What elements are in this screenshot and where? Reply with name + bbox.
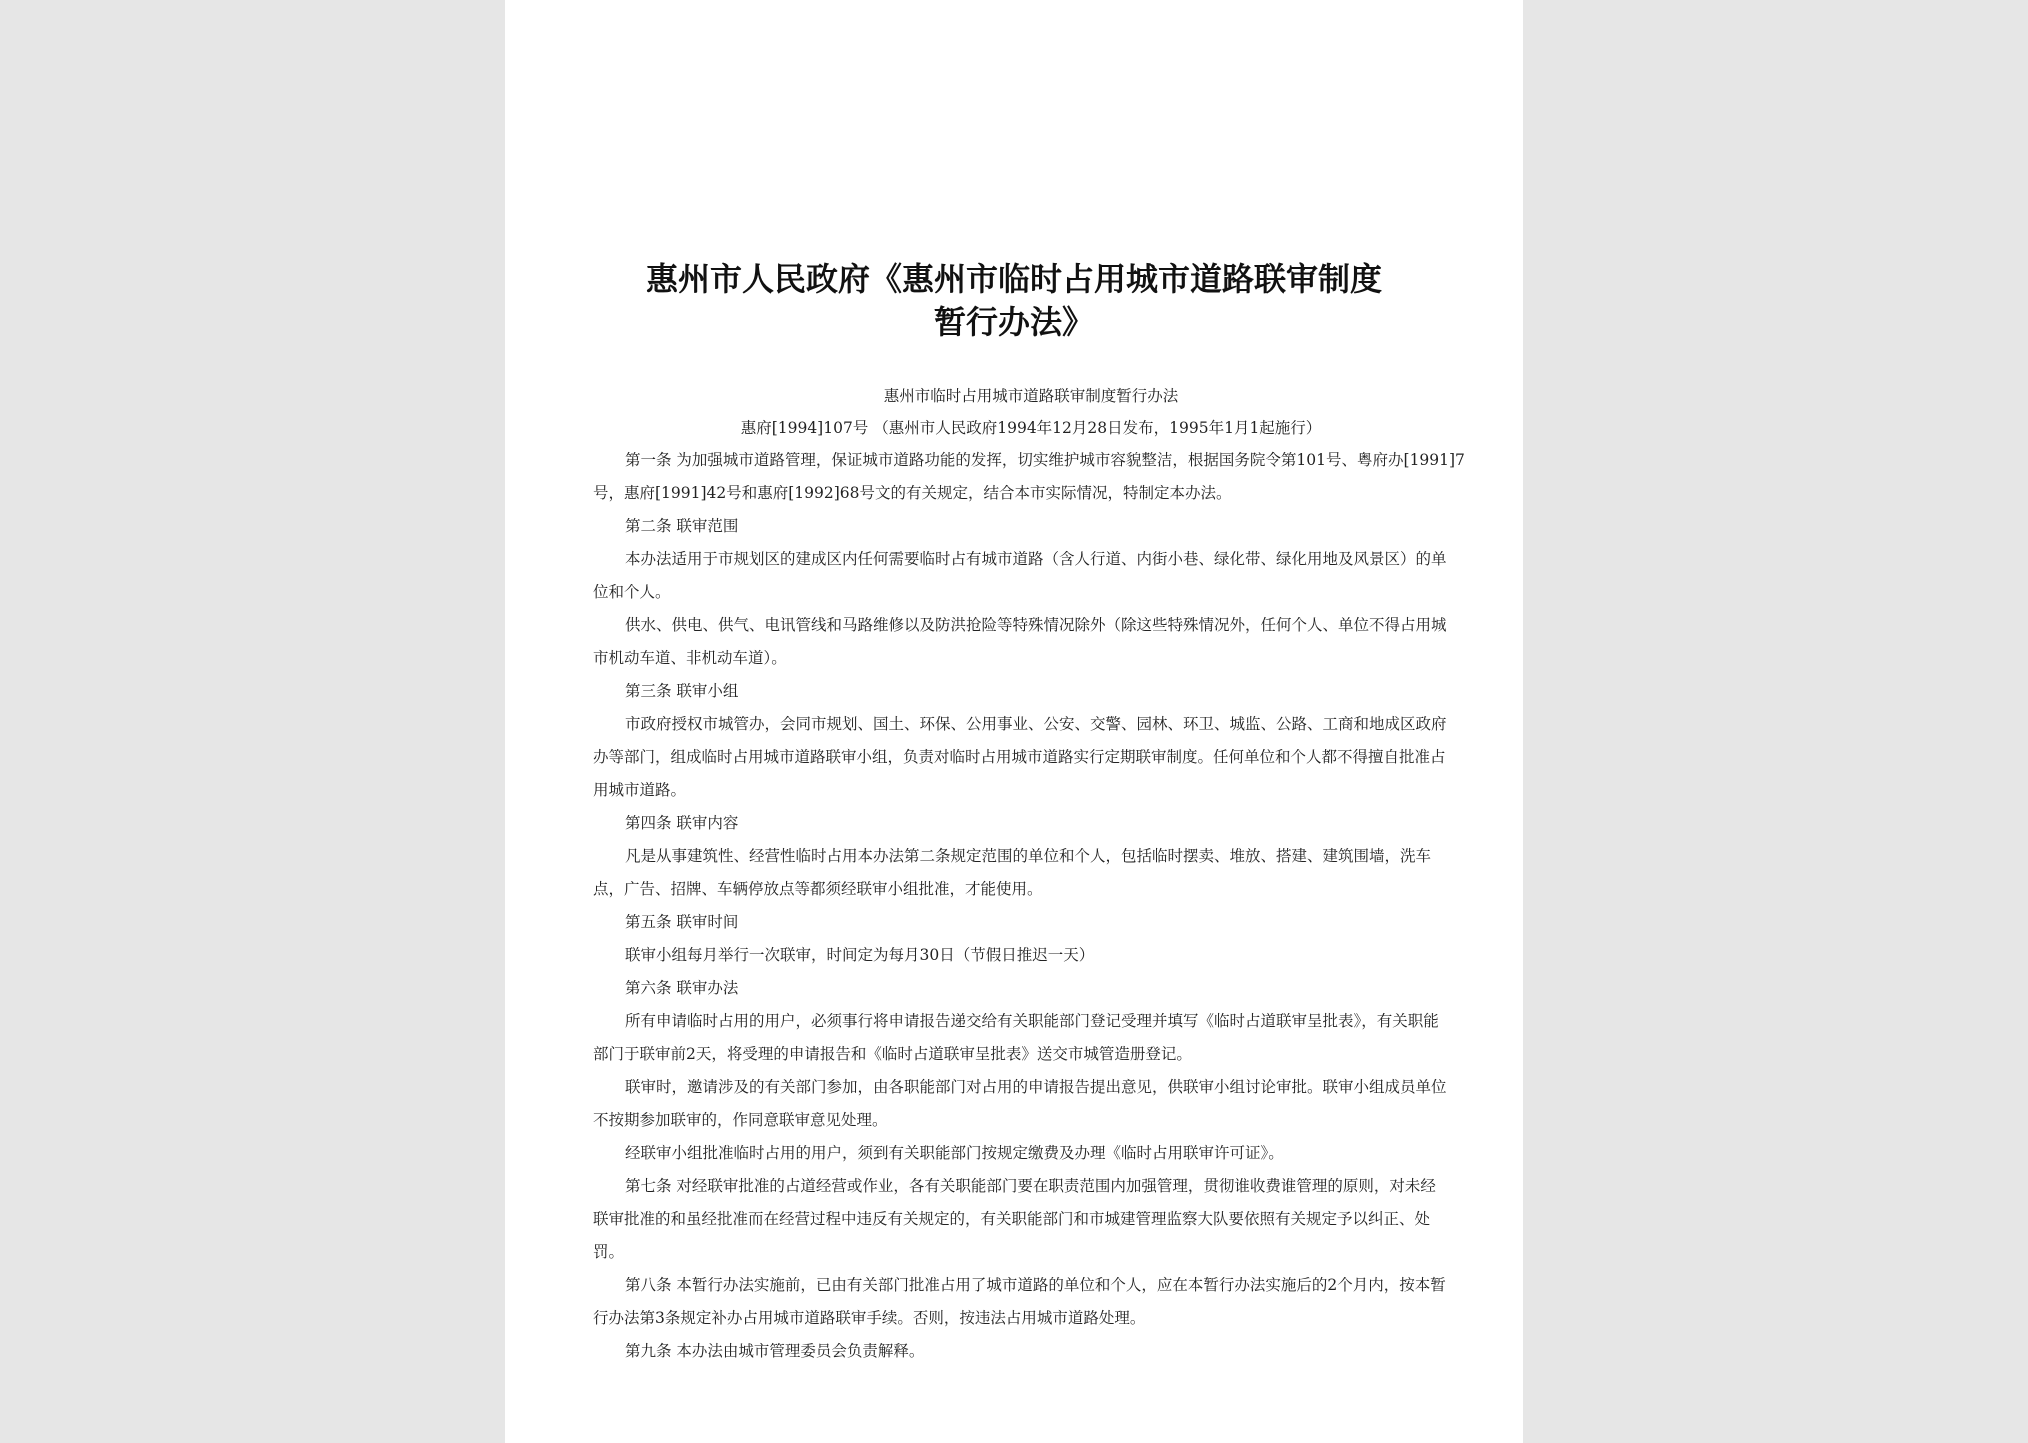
text-line: 用城市道路。 (593, 781, 687, 799)
text-line: 第九条 本办法由城市管理委员会负责解释。 (625, 1342, 925, 1360)
text-line: 部门于联审前2天，将受理的申请报告和《临时占道联审呈批表》送交市城管造册登记。 (593, 1045, 1192, 1063)
text-line: 联审时，邀请涉及的有关部门参加，由各职能部门对占用的申请报告提出意见，供联审小组讨论审批。联审小组成员单位 (625, 1078, 1447, 1096)
section-heading: 第四条 联审内容 (625, 814, 739, 832)
title-line-1: 惠州市人民政府《惠州市临时占用城市道路联审制度 (645, 260, 1382, 298)
text-line: 凡是从事建筑性、经营性临时占用本办法第二条规定范围的单位和个人，包括临时摆卖、堆放、搭建、建筑围墙，洗车 (625, 847, 1432, 865)
title-line-2: 暂行办法》 (933, 303, 1094, 341)
text-line: 罚。 (593, 1243, 625, 1261)
text-line: 号，惠府[1991]42号和惠府[1992]68号文的有关规定，结合本市实际情况，特制定本办法。 (593, 484, 1232, 502)
text-line: 供水、供电、供气、电讯管线和马路维修以及防洪抢险等特殊情况除外（除这些特殊情况外，任何个人、单位不得占用城 (625, 616, 1447, 634)
text-line: 不按期参加联审的，作同意联审意见处理。 (593, 1111, 888, 1129)
section-heading: 第五条 联审时间 (625, 913, 739, 931)
section-heading: 第二条 联审范围 (625, 517, 739, 535)
text-line: 市政府授权市城管办，会同市规划、国土、环保、公用事业、公安、交警、园林、环卫、城监、公路、工商和地成区政府 (625, 715, 1447, 733)
document-body (593, 380, 1469, 1368)
text-line: 联审小组每月举行一次联审，时间定为每月30日（节假日推迟一天） (625, 946, 1095, 964)
document-reference: 惠府[1994]107号 （惠州市人民政府1994年12月28日发布，1995年1月1起施行） (740, 419, 1322, 437)
text-line: 市机动车道、非机动车道）。 (593, 649, 787, 667)
document-subtitle: 惠州市临时占用城市道路联审制度暂行办法 (883, 387, 1179, 405)
text-line: 行办法第3条规定补办占用城市道路联审手续。否则，按违法占用城市道路处理。 (593, 1309, 1146, 1327)
text-line: 所有申请临时占用的用户，必须事行将申请报告递交给有关职能部门登记受理并填写《临时占道联审呈批表》，有关职能 (625, 1012, 1439, 1030)
text-line: 点，广告、招牌、车辆停放点等都须经联审小组批准，才能使用。 (593, 880, 1043, 898)
text-line: 第七条 对经联审批准的占道经营或作业，各有关职能部门要在职责范围内加强管理，贯彻谁收费谁管理的原则，对未经 (625, 1177, 1436, 1195)
text-line: 联审批准的和虽经批准而在经营过程中违反有关规定的，有关职能部门和市城建管理监察大队要依照有关规定予以纠正、处 (593, 1210, 1431, 1228)
text-line: 经联审小组批准临时占用的用户，须到有关职能部门按规定缴费及办理《临时占用联审许可证》。 (625, 1144, 1284, 1162)
section-heading: 第三条 联审小组 (625, 682, 739, 700)
text-line: 第一条 为加强城市道路管理，保证城市道路功能的发挥，切实维护城市容貌整洁，根据国务院令第101号、粤府办[1991]7 (625, 451, 1465, 469)
text-line: 第八条 本暂行办法实施前，已由有关部门批准占用了城市道路的单位和个人，应在本暂行办法实施后的2个月内，按本暂 (625, 1276, 1446, 1294)
text-line: 位和个人。 (593, 583, 671, 601)
text-line: 办等部门，组成临时占用城市道路联审小组，负责对临时占用城市道路实行定期联审制度。任何单位和个人都不得擅自批准占 (593, 748, 1446, 766)
document-page (505, 0, 1523, 1443)
section-heading: 第六条 联审办法 (625, 979, 739, 997)
text-line: 本办法适用于市规划区的建成区内任何需要临时占有城市道路（含人行道、内街小巷、绿化带、绿化用地及风景区）的单 (625, 550, 1447, 568)
document-title (505, 258, 1523, 344)
